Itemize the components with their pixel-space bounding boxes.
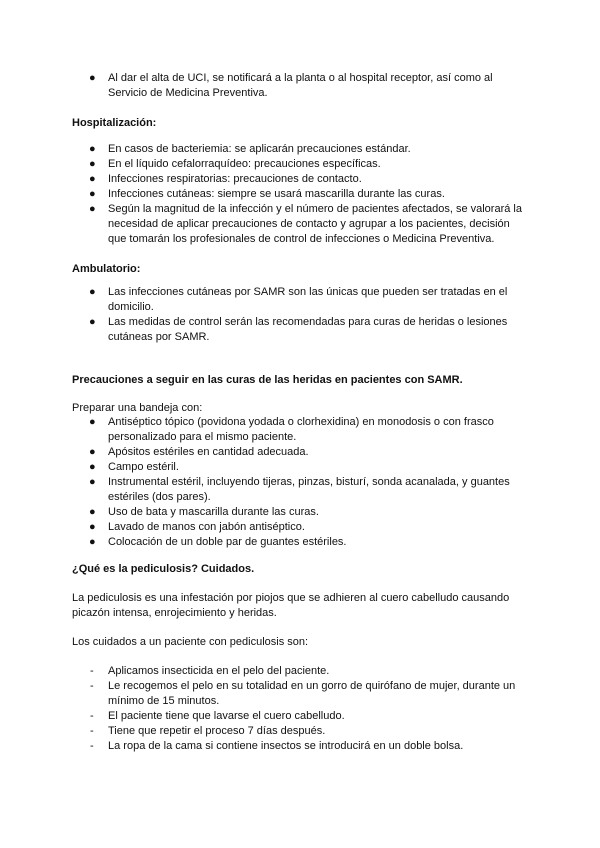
pediculosis-definition: La pediculosis es una infestación por piojos que se adhieren al cuero cabelludo causando picazón intensa, enrojecimiento y heridas. — [72, 592, 510, 619]
dash-icon: - — [90, 710, 94, 722]
list-item: ● Las medidas de control serán las recomendadas para curas de heridas o lesiones cutáneas por SAMR. — [89, 316, 508, 343]
intro-list — [72, 71, 530, 101]
cuidados-list — [72, 664, 530, 754]
list-item: - Le recogemos el pelo en su totalidad en un gorro de quirófano de mujer, durante un mínimo de 15 minutos. — [90, 680, 516, 707]
bullet-icon: ● — [89, 203, 96, 215]
bullet-icon: ● — [89, 286, 96, 298]
list-item: ● Las infecciones cutáneas por SAMR son las únicas que pueden ser tratadas en el domicilio. — [89, 286, 508, 313]
dash-icon: - — [90, 665, 94, 677]
bandeja-intro: Preparar una bandeja con: — [72, 402, 203, 414]
hospitalizacion-list — [72, 142, 530, 247]
section-heading-pediculosis: ¿Qué es la pediculosis? Cuidados. — [72, 563, 255, 575]
list-item: ● Colocación de un doble par de guantes estériles. — [89, 536, 347, 548]
list-item: ● Infecciones respiratorias: precauciones de contacto. — [89, 173, 362, 185]
list-item: ● Lavado de manos con jabón antiséptico. — [89, 521, 305, 533]
bullet-icon: ● — [89, 158, 96, 170]
bullet-icon: ● — [89, 316, 96, 328]
list-item: ● Al dar el alta de UCI, se notificará a la planta o al hospital receptor, así como al Servicio de Medicina Preventiva. — [89, 72, 493, 99]
list-item: ● Instrumental estéril, incluyendo tijeras, pinzas, bisturí, sonda acanalada, y guantes estériles (dos pares). — [89, 476, 510, 503]
list-item: - El paciente tiene que lavarse el cuero cabelludo. — [90, 710, 345, 722]
ambulatorio-list — [72, 285, 530, 345]
bullet-icon: ● — [89, 416, 96, 428]
list-item: ● En casos de bacteriemia: se aplicarán precauciones estándar. — [89, 143, 411, 155]
bullet-icon: ● — [89, 143, 96, 155]
list-item: ● Apósitos estériles en cantidad adecuada. — [89, 446, 309, 458]
list-item: ● Campo estéril. — [89, 461, 179, 473]
section-heading-hospitalizacion: Hospitalización: — [72, 117, 157, 129]
bullet-icon: ● — [89, 506, 96, 518]
list-item: - Tiene que repetir el proceso 7 días después. — [90, 725, 326, 737]
bullet-icon: ● — [89, 188, 96, 200]
dash-icon: - — [90, 725, 94, 737]
dash-icon: - — [90, 740, 94, 752]
list-item: ● Uso de bata y mascarilla durante las curas. — [89, 506, 319, 518]
dash-icon: - — [90, 680, 94, 692]
list-item: ● Según la magnitud de la infección y el número de pacientes afectados, se valorará la necesidad de aplicar precauciones de contacto y agrupar a los pacientes, decisión que tomarán los profesionales de control de infecciones o Medicina Preventiva. — [89, 203, 522, 245]
bullet-icon: ● — [89, 173, 96, 185]
bullet-icon: ● — [89, 521, 96, 533]
bullet-icon: ● — [89, 536, 96, 548]
list-item: ● En el líquido cefalorraquídeo: precauciones específicas. — [89, 158, 381, 170]
list-item: ● Infecciones cutáneas: siempre se usará mascarilla durante las curas. — [89, 188, 445, 200]
bullet-icon: ● — [89, 461, 96, 473]
bullet-icon: ● — [89, 72, 96, 84]
bullet-icon: ● — [89, 476, 96, 488]
list-item: - Aplicamos insecticida en el pelo del paciente. — [90, 665, 330, 677]
precauciones-list — [72, 415, 530, 550]
list-item: ● Antiséptico tópico (povidona yodada o clorhexidina) en monodosis o con frasco personalizado para el mismo paciente. — [89, 416, 494, 443]
list-item: - La ropa de la cama si contiene insectos se introducirá en un doble bolsa. — [90, 740, 464, 752]
cuidados-intro: Los cuidados a un paciente con pediculosis son: — [72, 636, 309, 648]
section-heading-precauciones: Precauciones a seguir en las curas de las heridas en pacientes con SAMR. — [72, 374, 463, 386]
section-heading-ambulatorio: Ambulatorio: — [72, 263, 141, 275]
bullet-icon: ● — [89, 446, 96, 458]
